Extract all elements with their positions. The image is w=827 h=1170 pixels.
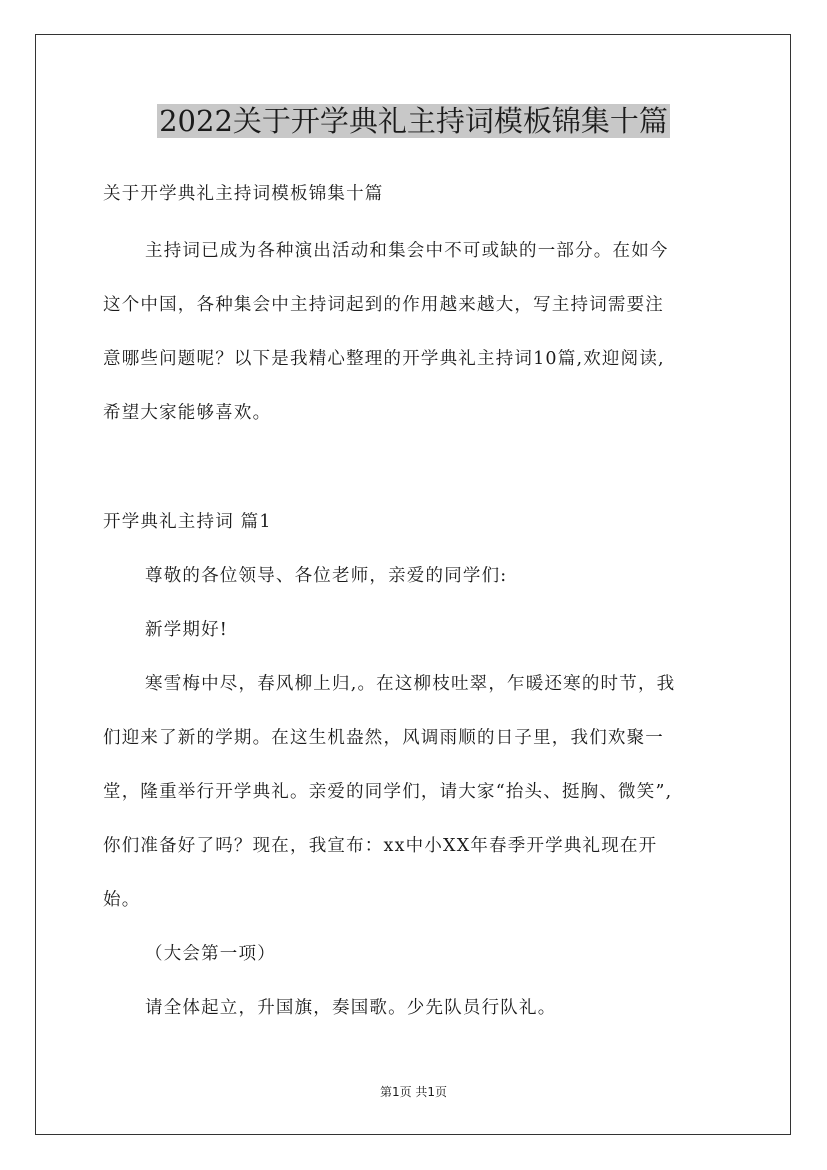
intro-line-4: 希望大家能够喜欢。 <box>103 403 272 423</box>
intro-line-1: 主持词已成为各种演出活动和集会中不可或缺的一部分。在如今 <box>145 241 669 261</box>
section-line-6: 你们准备好了吗？现在，我宣布：xx中小XX年春季开学典礼现在开 <box>103 836 658 856</box>
document-title-text: 2022关于开学典礼主持词模板锦集十篇 <box>159 104 668 138</box>
document-title <box>0 100 827 142</box>
section-line-1: 尊敬的各位领导、各位老师，亲爱的同学们: <box>145 566 508 586</box>
section-line-5: 堂，隆重举行开学典礼。亲爱的同学们，请大家“抬头、挺胸、微笑”, <box>103 782 673 802</box>
section-line-9: 请全体起立，升国旗，奏国歌。少先队员行队礼。 <box>145 998 557 1018</box>
intro-line-2: 这个中国，各种集会中主持词起到的作用越来越大，写主持词需要注 <box>103 295 664 315</box>
section-line-3: 寒雪梅中尽，春风柳上归,。在这柳枝吐翠，乍暖还寒的时节，我 <box>145 674 676 694</box>
page-footer: 第1页 共1页 <box>379 1085 448 1099</box>
section-line-2: 新学期好! <box>145 620 229 640</box>
intro-line-3: 意哪些问题呢？以下是我精心整理的开学典礼主持词10篇,欢迎阅读, <box>103 349 665 369</box>
section-line-7: 始。 <box>103 890 141 910</box>
section-heading: 开学典礼主持词 篇1 <box>103 512 272 532</box>
section-line-8: （大会第一项） <box>145 944 276 964</box>
section-line-4: 们迎来了新的学期。在这生机盎然，风调雨顺的日子里，我们欢聚一 <box>103 728 664 748</box>
document-subtitle: 关于开学典礼主持词模板锦集十篇 <box>103 184 384 204</box>
